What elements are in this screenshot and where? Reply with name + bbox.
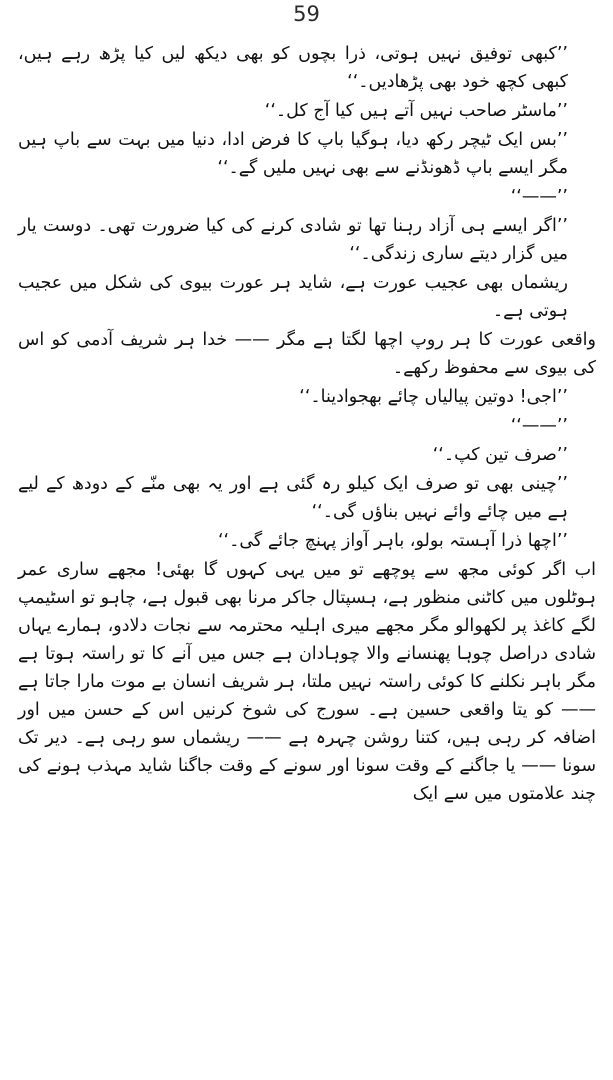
- paragraph: ’’اچھا ذرا آہستہ بولو، باہر آواز پہنچ جائے گی۔‘‘: [217, 531, 568, 551]
- paragraph: ’’——‘‘: [510, 416, 568, 436]
- paragraph: ریشماں بھی عجیب عورت ہے، شاید ہر عورت بیوی کی شکل میں عجیب ہوتی ہے۔: [18, 273, 568, 321]
- paragraph: ’’ماسٹر صاحب نہیں آتے ہیں کیا آج کل۔‘‘: [264, 101, 568, 121]
- page-body: [18, 40, 596, 809]
- paragraph: ’’صرف تین کپ۔‘‘: [432, 445, 568, 465]
- paragraph: ’’——‘‘: [510, 187, 568, 207]
- paragraph: ’’چینی بھی تو صرف ایک کیلو رہ گئی ہے اور یہ بھی منّے کے دودھ کے لیے ہے میں چائے وائے نہیں بناؤں گی۔‘‘: [18, 474, 568, 522]
- page-number: 59: [293, 2, 320, 26]
- paragraph: ’’کبھی توفیق نہیں ہوتی، ذرا بچوں کو بھی دیکھ لیں کیا پڑھ رہے ہیں، کبھی کچھ خود بھی پڑھادیں۔‘‘: [18, 44, 568, 92]
- paragraph: ’’اگر ایسے ہی آزاد رہنا تھا تو شادی کرنے کی کیا ضرورت تھی۔ دوست یار میں گزار دیتے ساری زندگی۔‘‘: [18, 216, 568, 264]
- paragraph: ’’بس ایک ٹیچر رکھ دیا، ہوگیا باپ کا فرض ادا، دنیا میں بہت سے باپ ہیں مگر ایسے باپ ڈھونڈنے سے بھی نہیں ملیں گے۔‘‘: [18, 130, 568, 178]
- paragraph: اب اگر کوئی مجھ سے پوچھے تو میں یہی کہوں گا بھئی! مجھے ساری عمر ہوٹلوں میں کاٹنی منظور ہے، ہسپتال جاکر مرنا بھی قبول ہے، چاہو تو اسٹیمپ لگے کاغذ پر لکھوالو مگر مجھے میری اہلیہ محترمہ سے نجات دلادو، ہمارے یہاں شادی دراصل چوہا پھنسانے والا چوہادان ہے جس میں آنے کا تو راستہ ہوتا ہے مگر باہر نکلنے کا کوئی راستہ نہیں ملتا، ہر شریف انسان بے موت مارا جاتا ہے —— کو یتا واقعی حسین ہے۔ سورج کی شوخ کرنیں اس کے حسن میں اور اضافہ کر رہی ہیں، کتنا روشن چہرہ ہے —— ریشماں سو رہی ہے۔ دیر تک سونا —— یا جاگنے کے وقت سونا اور سونے کے وقت جاگنا شاید مہذب ہونے کی چند علامتوں میں سے ایک: [18, 560, 596, 804]
- paragraph: واقعی عورت کا ہر روپ اچھا لگتا ہے مگر —— خدا ہر شریف آدمی کو اس کی بیوی سے محفوظ رکھے۔: [18, 330, 596, 378]
- paragraph: ’’اجی! دوتین پیالیاں چائے بھجوادینا۔‘‘: [299, 387, 568, 407]
